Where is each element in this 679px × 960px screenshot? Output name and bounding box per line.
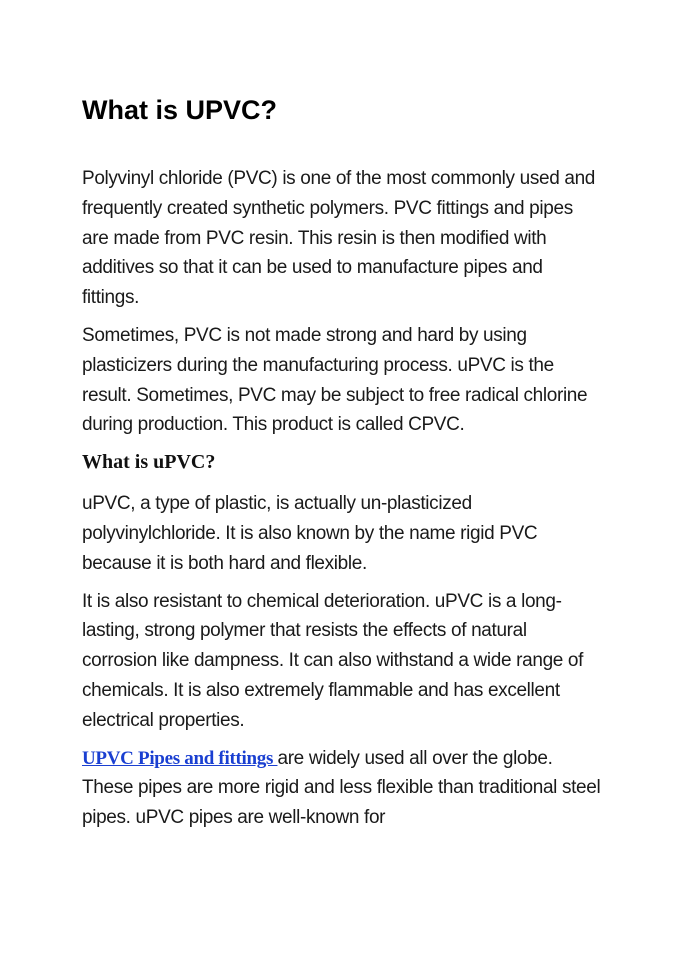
last-paragraph	[82, 744, 602, 833]
body-paragraph-2: It is also resistant to chemical deterioration. uPVC is a long-lasting, strong polymer that resists the effects of natural corrosion like dampness. It can also withstand a wide range of chemicals. It is also extremely flammable and has excellent electrical properties.	[82, 590, 584, 731]
intro-paragraph-1: Polyvinyl chloride (PVC) is one of the most commonly used and frequently created synthetic polymers. PVC fittings and pipes are made from PVC resin. This resin is then modified with additives so that it can be used to manufacture pipes and fittings.	[82, 168, 595, 309]
last-paragraph-text: are widely used all over the globe. These pipes are more rigid and less flexible than traditional steel pipes. uPVC pipes are well-known for	[82, 747, 601, 829]
section-subheading: What is uPVC?	[82, 451, 216, 474]
upvc-pipes-link[interactable]: UPVC Pipes and fittings	[82, 747, 278, 769]
body-paragraph-1: uPVC, a type of plastic, is actually un-plasticized polyvinylchloride. It is also known by the name rigid PVC because it is both hard and flexible.	[82, 493, 538, 574]
document-content	[82, 92, 602, 841]
intro-paragraph-2: Sometimes, PVC is not made strong and hard by using plasticizers during the manufacturing process. uPVC is the result. Sometimes, PVC may be subject to free radical chlorine during production. This product is called CPVC.	[82, 324, 588, 436]
page-title: What is UPVC?	[82, 95, 278, 125]
